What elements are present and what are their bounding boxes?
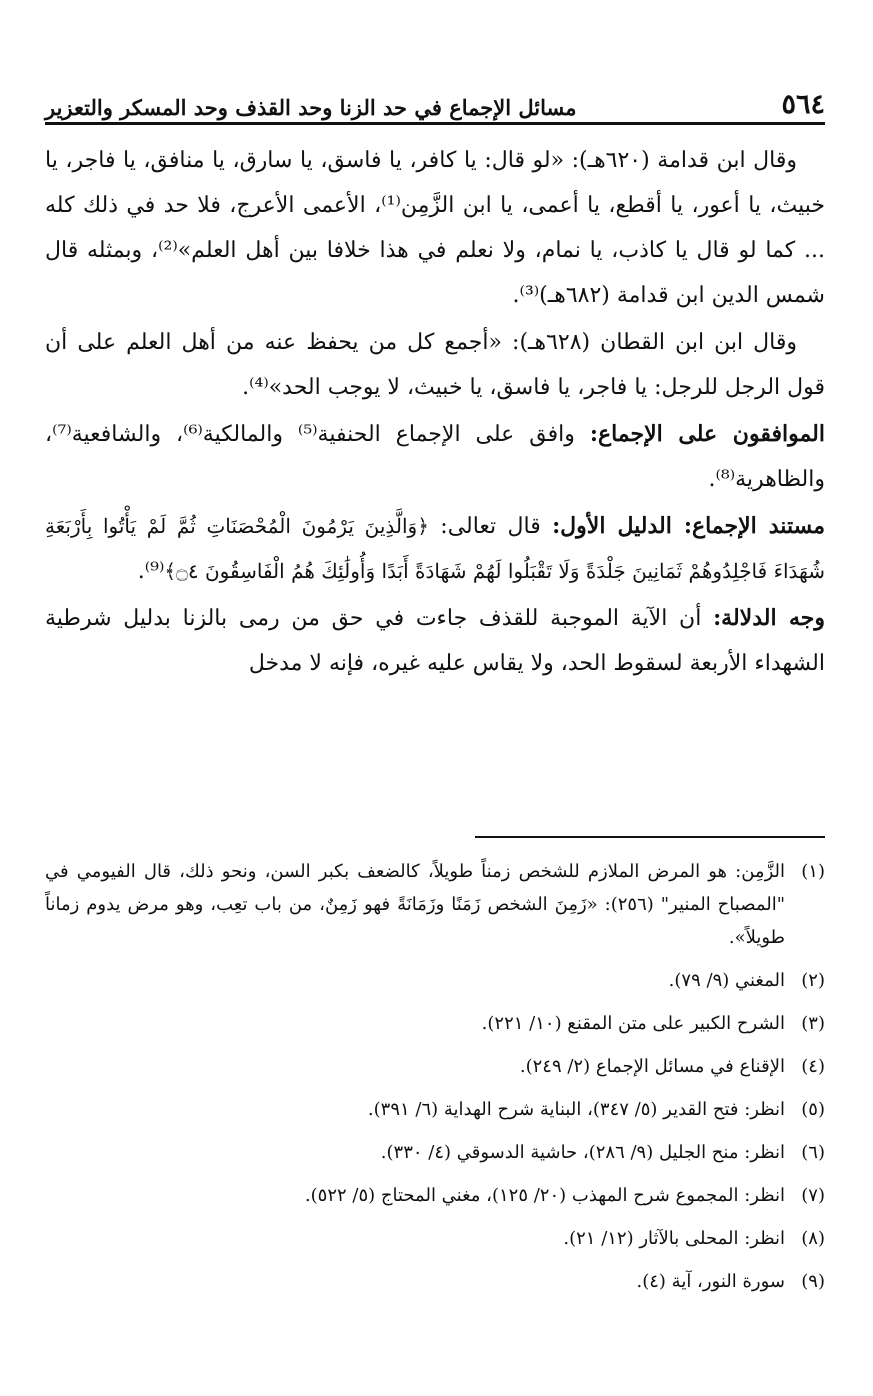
footnote (45, 855, 825, 954)
header-rule (45, 122, 825, 125)
footnote-number: (٢) (801, 970, 825, 991)
footnote-text: المغني (٩/ ٧٩). (668, 970, 785, 991)
footnote-number: (٧) (801, 1185, 825, 1206)
footnote (45, 1136, 825, 1169)
footnote-number: (٤) (801, 1056, 825, 1077)
footnote-text: الزَّمِن: هو المرض الملازم للشخص زمناً طويلاً، كالضعف بكبر السن، ونحو ذلك، قال الفيومي في "المصباح المنير" (٢٥٦): «زَمِنَ الشخص زَمَنًا وزَمَانَةً فهو زَمِنٌ، من باب تعِب، وهو مرض يدوم زماناً طويلاً». (45, 861, 785, 948)
footnotes (45, 855, 825, 1308)
footnote-number: (٨) (801, 1228, 825, 1249)
footnote-number: (٩) (801, 1271, 825, 1292)
paragraph-text: أن الآية الموجبة للقذف جاءت في حق من رمى بالزنا بدليل شرطية الشهداء الأربعة لسقوط الحد، ولا يقاس عليه غيره، فإنه لا مدخل (45, 606, 825, 676)
footnote-text: انظر: المجموع شرح المهذب (٢٠/ ١٢٥)، مغني المحتاج (٥/ ٥٢٢). (304, 1185, 785, 1206)
footnote (45, 1222, 825, 1255)
footnote (45, 1007, 825, 1040)
footnote-divider (475, 836, 825, 838)
quran-verse: ﴿وَالَّذِينَ يَرْمُونَ الْمُحْصَنَاتِ ثُمَّ لَمْ يَأْتُوا بِأَرْبَعَةِ شُهَدَاءَ فَاجْلِدُوهُمْ ثَمَانِينَ جَلْدَةً وَلَا تَقْبَلُوا لَهُمْ شَهَادَةً أَبَدًا وَأُولَٰئِكَ هُمُ الْفَاسِقُونَ ۝٤﴾ (45, 514, 825, 583)
footnote-text: انظر: منح الجليل (٩/ ٢٨٦)، حاشية الدسوقي (٤/ ٣٣٠). (380, 1142, 785, 1163)
main-text (45, 138, 825, 688)
footnote-number: (٦) (801, 1142, 825, 1163)
paragraph-agreeing-scholars (45, 412, 825, 502)
paragraph-ibn-qudama (45, 138, 825, 318)
page-header (45, 72, 825, 118)
footnote-text: الإقناع في مسائل الإجماع (٢/ ٢٤٩). (519, 1056, 785, 1077)
paragraph-evidence (45, 504, 825, 594)
footnote-number: (٥) (801, 1099, 825, 1120)
section-label: وجه الدلالة: (713, 605, 825, 631)
footnote-text: انظر: المحلى بالآثار (١٢/ ٢١). (563, 1228, 785, 1249)
running-title: مسائل الإجماع في حد الزنا وحد القذف وحد المسكر والتعزير (45, 95, 577, 120)
paragraph-text: قال تعالى: (440, 514, 541, 539)
footnote (45, 1265, 825, 1298)
footnote (45, 1179, 825, 1212)
footnote-text: انظر: فتح القدير (٥/ ٣٤٧)، البناية شرح الهداية (٦/ ٣٩١). (367, 1099, 785, 1120)
paragraph-text: وقال ابن قدامة (٦٢٠هـ): «لو قال: يا كافر، يا فاسق، يا سارق، يا منافق، يا فاجر، يا خبيث، يا أعور، يا أقطع، يا أعمى، يا ابن الزَّمِن⁽¹⁾، الأعمى الأعرج، فلا حد في ذلك كله ... كما لو قال يا كاذب، يا نمام، ولا نعلم في هذا خلافا بين أهل العلم»⁽²⁾، وبمثله قال شمس الدين ابن قدامة (٦٨٢هـ)⁽³⁾. (45, 148, 825, 308)
footnote-text: سورة النور، آية (٤). (636, 1271, 785, 1292)
footnote-text: الشرح الكبير على متن المقنع (١٠/ ٢٢١). (481, 1013, 785, 1034)
paragraph-text: وافق على الإجماع الحنفية⁽⁵⁾ والمالكية⁽⁶⁾، والشافعية⁽⁷⁾، والظاهرية⁽⁸⁾. (45, 422, 825, 492)
footnote-ref: ⁽⁹⁾. (137, 559, 165, 584)
paragraph-text: وقال ابن ابن القطان (٦٢٨هـ): «أجمع كل من يحفظ عنه من أهل العلم على أن قول الرجل للرجل: يا فاجر، يا فاسق، يا خبيث، لا يوجب الحد»⁽⁴⁾. (45, 330, 825, 400)
footnote (45, 1050, 825, 1083)
paragraph-ibn-al-qattan (45, 320, 825, 410)
section-label: الموافقون على الإجماع: (589, 421, 825, 447)
footnote-number: (١) (801, 861, 825, 882)
footnote-number: (٣) (801, 1013, 825, 1034)
footnote (45, 964, 825, 997)
footnote (45, 1093, 825, 1126)
page-number: ٥٦٤ (781, 89, 825, 120)
section-label: مستند الإجماع: الدليل الأول: (552, 513, 825, 539)
paragraph-indication (45, 596, 825, 686)
